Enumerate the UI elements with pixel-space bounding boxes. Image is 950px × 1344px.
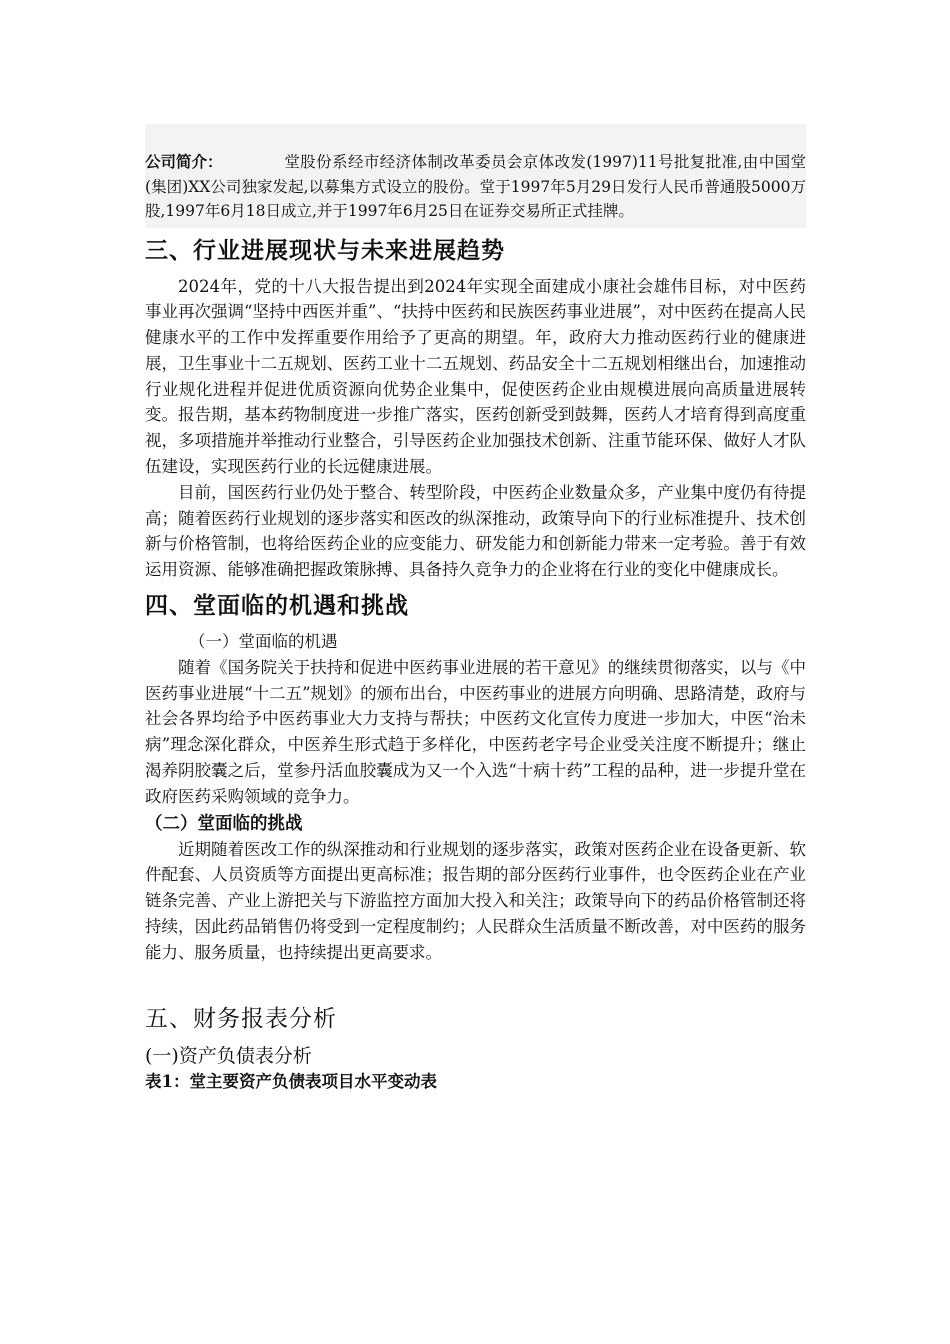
section4-sub1-title: （一）堂面临的机遇 [189,632,338,652]
section3-paragraph-2: 目前，国医药行业仍处于整合、转型阶段，中医药企业数量众多，产业集中度仍有待提高；随着医药行业规划的逐步落实和医改的纵深推动，政策导向下的行业标准提升、技术创新与价格管制，也将给医药企业的应变能力、研发能力和创新能力带来一定考验。善于有效运用资源、能够准确把握政策脉搏、具备持久竞争力的企业将在行业的变化中健康成长。 [145,482,806,580]
intro-text: 堂股份系经市经济体制改革委员会京体改发(1997)11号批复批准,由中国堂(集团)XX公司独家发起,以募集方式设立的股份。堂于1997年5月29日发行人民币普通股5000万股,1997年6月18日成立,并于1997年6月25日在证券交易所正式挂牌。 [145,153,806,220]
section4-heading: 四、堂面临的机遇和挑战 [145,592,409,620]
company-intro [145,124,806,228]
section5-sub1-title: (一)资产负债表分析 [145,1044,312,1067]
section5-heading: 五、财务报表分析 [145,1005,337,1032]
section4-sub2-title: （二）堂面临的挑战 [145,813,303,834]
intro-label: 公司简介： [145,152,223,171]
section3-paragraph-1: 2024年，党的十八大报告提出到2024年实现全面建成小康社会雄伟目标，对中医药事业再次强调“坚持中西医并重”、“扶持中医药和民族医药事业进展”，对中医药在提高人民健康水平的工作中发挥重要作用给予了更高的期望。年，政府大力推动医药行业的健康进展，卫生事业十二五规划、医药工业十二五规划、药品安全十二五规划相继出台，加速推动行业规化进程并促进优质资源向优势企业集中，促使医药企业由规模进展向高质量进展转变。报告期，基本药物制度进一步推广落实，医药创新受到鼓舞，医药人才培育得到高度重视，多项措施并举推动行业整合，引导医药企业加强技术创新、注重节能环保、做好人才队伍建设，实现医药行业的长远健康进展。 [145,276,806,477]
spacer [145,966,806,996]
section3-heading: 三、行业进展现状与未来进展趋势 [145,236,505,264]
section4-sub2-text: 近期随着医改工作的纵深推动和行业规划的逐步落实，政策对医药企业在设备更新、软件配套、人员资质等方面提出更高标准；报告期的部分医药行业事件，也令医药企业在产业链条完善、产业上游把关与下游监控方面加大投入和关注；政策导向下的药品价格管制还将持续，因此药品销售仍将受到一定程度制约；人民群众生活质量不断改善，对中医药的服务能力、服务质量，也持续提出更高要求。 [145,839,806,962]
section4-sub1-text: 随着《国务院关于扶持和促进中医药事业进展的若干意见》的继续贯彻落实，以与《中医药事业进展“十二五”规划》的颁布出台，中医药事业的进展方向明确、思路清楚，政府与社会各界均给予中医药事业大力支持与帮扶；中医药文化宣传力度进一步加大，中医“治未病”理念深化群众，中医养生形式趋于多样化，中医药老字号企业受关注度不断提升；继止渴养阴胶囊之后，堂参丹活血胶囊成为又一个入选“十病十药”工程的品种，进一步提升堂在政府医药采购领域的竞争力。 [145,657,806,806]
document-page [145,124,806,1094]
table-caption: 表1：堂主要资产负债表项目水平变动表 [145,1071,437,1091]
